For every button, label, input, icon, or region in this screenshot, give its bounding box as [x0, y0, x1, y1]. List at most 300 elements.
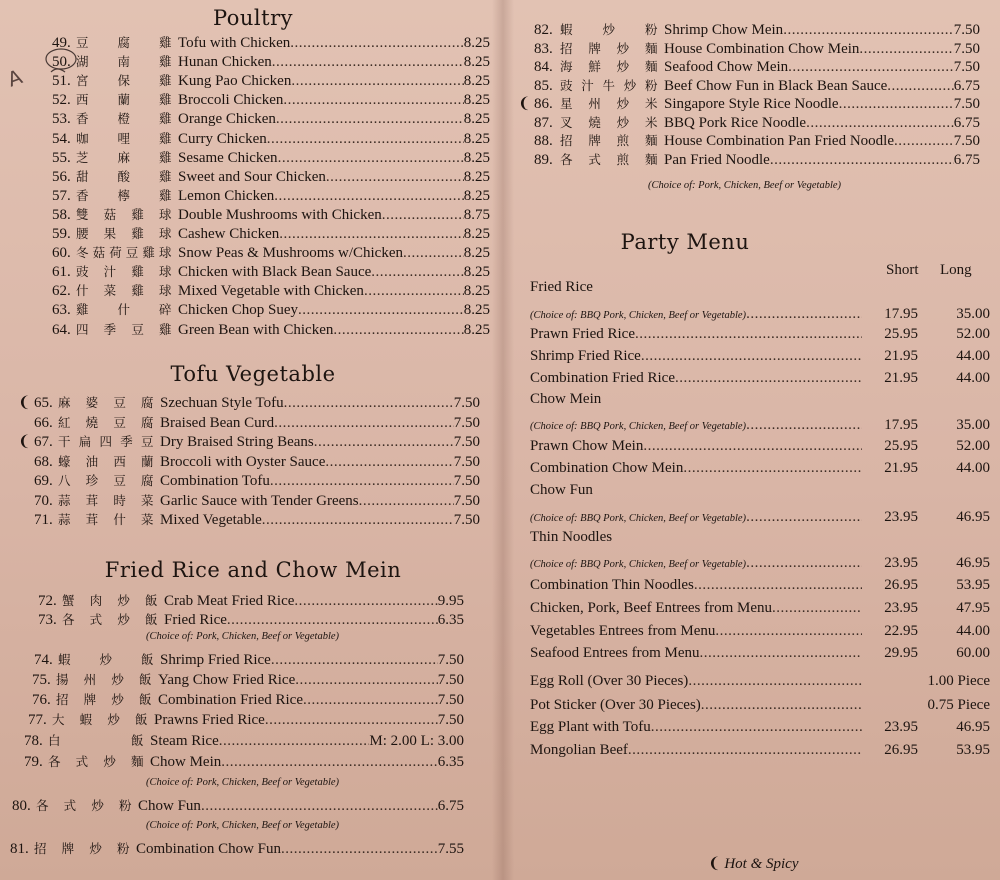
leader-dots: [675, 370, 862, 387]
party-item-name: Egg Roll (Over 30 Pieces): [530, 673, 689, 689]
menu-item-name: House Combination Chow Mein: [664, 40, 860, 57]
menu-item-number: 55.: [52, 149, 71, 166]
menu-item-chinese-name: 白飯: [48, 733, 144, 748]
menu-item-chinese-name: 蒜茸時菜: [58, 492, 154, 508]
party-item-row: [530, 509, 990, 528]
menu-item-row: [534, 94, 980, 113]
menu-item-chinese-name: 星州炒米: [560, 96, 658, 111]
party-price-long: 1.00 Piece: [927, 673, 990, 689]
party-price-long: 46.95: [956, 555, 990, 571]
menu-item-row: [534, 39, 980, 58]
choice-note: (Choice of: Pork, Chicken, Beef or Vegetable): [146, 631, 340, 642]
menu-item-price: 8.25: [463, 321, 490, 338]
leader-dots: [201, 798, 438, 815]
leader-dots: [274, 188, 464, 205]
menu-item-name: Green Bean with Chicken: [178, 321, 334, 338]
menu-item-row: [38, 591, 464, 610]
menu-item-number: 89.: [534, 151, 553, 168]
menu-item-row: [52, 71, 490, 90]
leader-dots: [688, 673, 862, 690]
menu-item-price: 6.35: [437, 754, 464, 770]
party-price-short: 23.95: [884, 509, 918, 525]
menu-item-number: 81.: [10, 841, 29, 857]
party-item-name: Prawn Chow Mein: [530, 438, 644, 454]
menu-item-row: [24, 752, 464, 771]
leader-dots: [265, 712, 438, 729]
menu-item-price: 8.25: [463, 130, 490, 147]
party-price-long: 44.00: [956, 460, 990, 476]
menu-item-price: 7.50: [953, 133, 980, 149]
menu-item-row: [52, 33, 490, 52]
menu-item-price: 8.25: [463, 226, 490, 242]
menu-item-price: 7.50: [437, 652, 464, 668]
leader-dots: [278, 150, 464, 167]
leader-dots: [274, 415, 454, 432]
menu-item-name: Seafood Chow Mein: [664, 59, 789, 75]
menu-item-name: Fried Rice: [164, 612, 227, 628]
party-price-short: 21.95: [884, 348, 918, 364]
short-header: Short: [886, 262, 919, 278]
party-category-thin-noodles: Thin Noodles: [530, 529, 613, 545]
menu-item-name: House Combination Pan Fried Noodle: [664, 133, 894, 149]
leader-dots: [219, 733, 370, 750]
menu-item-name: Singapore Style Rice Noodle: [664, 96, 839, 112]
leader-dots: [270, 473, 454, 490]
menu-item-chinese-name: 雞什碎: [76, 302, 172, 318]
menu-item-chinese-name: 蠔油西蘭: [58, 453, 154, 469]
leader-dots: [770, 152, 954, 169]
party-price-long: 44.00: [956, 623, 990, 639]
party-price-long: 35.00: [956, 417, 990, 433]
menu-item-row: [12, 796, 464, 815]
menu-item-chinese-name: 八珍豆腐: [58, 473, 154, 488]
menu-item-chinese-name: 海鮮炒麵: [560, 59, 658, 74]
menu-item-name: Chow Fun: [138, 798, 201, 814]
party-item-name: Vegetables Entrees from Menu: [530, 623, 716, 639]
leader-dots: [788, 59, 954, 76]
party-item-name: Shrimp Fried Rice: [530, 348, 641, 364]
menu-item-name: Chow Mein: [150, 754, 222, 770]
leader-dots: [859, 41, 953, 58]
menu-item-price: 8.25: [463, 302, 490, 319]
leader-dots: [333, 322, 463, 339]
menu-item-price: 7.50: [453, 473, 480, 489]
menu-item-name: Steam Rice: [150, 733, 219, 749]
party-item-name: Seafood Entrees from Menu: [530, 645, 700, 661]
menu-item-row: [52, 167, 490, 186]
menu-item-name: Broccoli Chicken: [178, 92, 284, 109]
party-item-name: Combination Fried Rice: [530, 370, 675, 386]
menu-item-row: [52, 52, 490, 71]
menu-item-chinese-name: 芝麻雞: [76, 149, 172, 165]
menu-item-number: 59.: [52, 226, 71, 242]
menu-item-chinese-name: 各式炒飯: [62, 612, 158, 627]
menu-item-number: 70.: [34, 492, 53, 509]
menu-item-name: Combination Chow Fun: [136, 841, 282, 857]
menu-item-row: [52, 262, 490, 281]
menu-item-number: 50.: [52, 54, 71, 71]
party-item-name: Combination Thin Noodles: [530, 577, 694, 593]
party-price-long: 44.00: [956, 370, 990, 386]
menu-item-name: Mixed Vegetable with Chicken: [178, 283, 364, 300]
leader-dots: [628, 742, 862, 759]
leader-dots: [294, 593, 437, 610]
menu-item-name: Garlic Sauce with Tender Greens: [160, 492, 359, 509]
menu-item-row: [34, 491, 480, 510]
party-price-long: 60.00: [956, 645, 990, 661]
party-choice-note: (Choice of: BBQ Pork, Chicken, Beef or Vegetable): [530, 513, 747, 524]
menu-item-chinese-name: 大蝦炒飯: [52, 712, 148, 727]
menu-item-row: [52, 129, 490, 148]
party-item-row: [530, 555, 990, 574]
leader-dots: [298, 302, 464, 319]
menu-item-name: Curry Chicken: [178, 130, 267, 147]
menu-item-price: 8.25: [463, 111, 490, 128]
menu-item-number: 65.: [34, 395, 53, 411]
menu-item-number: 67.: [34, 434, 53, 450]
party-item-row: [530, 623, 990, 642]
menu-item-number: 66.: [34, 414, 53, 431]
choice-note: (Choice of: Pork, Chicken, Beef or Vegetable): [146, 777, 340, 788]
menu-item-price: 8.25: [463, 187, 490, 204]
menu-item-row: [34, 452, 480, 471]
leader-dots: [701, 697, 862, 714]
party-item-name: Pot Sticker (Over 30 Pieces): [530, 697, 701, 713]
menu-item-row: [34, 432, 480, 451]
menu-item-name: Chicken with Black Bean Sauce: [178, 264, 372, 281]
menu-item-chinese-name: 香檸雞: [76, 187, 172, 203]
menu-item-row: [34, 650, 464, 669]
leader-dots: [371, 264, 463, 281]
menu-item-name: Yang Chow Fried Rice: [158, 672, 296, 688]
party-category-fried-rice: Fried Rice: [530, 279, 593, 295]
party-price-short: 25.95: [884, 438, 918, 454]
menu-item-number: 60.: [52, 245, 71, 262]
leader-dots: [290, 35, 463, 52]
menu-item-row: [28, 710, 464, 729]
menu-item-name: Hunan Chicken: [178, 54, 272, 71]
party-item-name: Combination Chow Mein: [530, 460, 684, 476]
party-item-row: [530, 417, 990, 436]
menu-item-price: 8.25: [463, 168, 490, 185]
party-price-short: 26.95: [884, 742, 918, 758]
menu-item-price: 8.25: [463, 149, 490, 166]
menu-item-row: [32, 670, 464, 689]
menu-item-name: Mixed Vegetable: [160, 512, 262, 528]
menu-item-row: [34, 393, 480, 412]
leader-dots: [382, 207, 464, 224]
handwritten-mark: A: [4, 64, 26, 92]
menu-item-number: 74.: [34, 652, 53, 668]
menu-item-price: 7.50: [453, 453, 480, 470]
menu-item-chinese-name: 蒜茸什菜: [58, 512, 154, 527]
menu-item-chinese-name: 各式炒麵: [48, 754, 144, 769]
party-price-short: 17.95: [884, 306, 918, 322]
leader-dots: [267, 131, 464, 148]
leader-dots: [641, 348, 862, 365]
leader-dots: [715, 623, 862, 640]
party-price-short: 23.95: [884, 555, 918, 571]
menu-item-row: [534, 57, 980, 76]
menu-item-chinese-name: 各式煎麵: [560, 151, 658, 167]
party-item-row: [530, 306, 990, 325]
menu-item-name: Braised Bean Curd: [160, 414, 275, 431]
party-price-long: 0.75 Piece: [927, 697, 990, 713]
menu-item-chinese-name: 招牌炒飯: [56, 692, 152, 707]
menu-item-row: [534, 113, 980, 132]
menu-item-number: 71.: [34, 512, 53, 528]
menu-item-price: 7.50: [953, 22, 980, 38]
menu-item-name: Beef Chow Fun in Black Bean Sauce: [664, 77, 888, 94]
menu-item-name: Crab Meat Fried Rice: [164, 593, 295, 609]
menu-item-number: 82.: [534, 22, 553, 38]
party-category-chow-mein: Chow Mein: [530, 391, 602, 407]
menu-item-chinese-name: 香橙雞: [76, 111, 172, 127]
menu-item-number: 64.: [52, 321, 71, 338]
menu-item-chinese-name: 豉汁雞球: [76, 264, 172, 280]
menu-item-chinese-name: 豆腐雞: [76, 35, 172, 50]
menu-item-chinese-name: 湖南雞: [76, 54, 172, 70]
leader-dots: [403, 245, 464, 262]
spicy-legend-text: Hot & Spicy: [724, 856, 799, 872]
party-item-name: Prawn Fried Rice: [530, 326, 635, 342]
menu-item-row: [52, 224, 490, 243]
menu-item-number: 79.: [24, 754, 43, 770]
menu-item-row: [534, 20, 980, 39]
menu-item-name: Prawns Fried Rice: [154, 712, 265, 728]
menu-item-row: [52, 186, 490, 205]
party-item-row: [530, 600, 990, 619]
tofu-title: Tofu Vegetable: [170, 362, 336, 386]
menu-item-row: [24, 731, 464, 750]
menu-item-row: [52, 90, 490, 109]
menu-item-number: 56.: [52, 168, 71, 185]
menu-item-chinese-name: 紅燒豆腐: [58, 414, 154, 430]
menu-item-number: 68.: [34, 453, 53, 470]
party-price-long: 47.95: [956, 600, 990, 616]
menu-item-chinese-name: 甜酸雞: [76, 168, 172, 184]
menu-item-price: 9.95: [437, 593, 464, 609]
menu-item-number: 58.: [52, 206, 71, 223]
party-item-row: [530, 645, 990, 664]
party-item-name: Chicken, Pork, Beef Entrees from Menu: [530, 600, 773, 616]
fried-rice-title: Fried Rice and Chow Mein: [104, 558, 402, 582]
menu-item-row: [534, 131, 980, 150]
menu-item-chinese-name: 招牌煎麵: [560, 133, 658, 148]
party-item-row: [530, 326, 990, 345]
party-title: Party Menu: [620, 230, 750, 254]
party-item-row: [530, 673, 990, 692]
chili-icon: ❨: [518, 96, 531, 112]
menu-item-price: 7.50: [453, 395, 480, 411]
menu-item-row: [34, 510, 480, 529]
menu-item-number: 73.: [38, 612, 57, 628]
chili-icon: ❨: [18, 395, 31, 411]
menu-item-chinese-name: 冬菇荷豆雞球: [76, 245, 172, 261]
menu-item-number: 78.: [24, 733, 43, 749]
leader-dots: [314, 434, 454, 451]
menu-item-row: [534, 150, 980, 169]
menu-item-row: [52, 300, 490, 319]
leader-dots: [694, 577, 862, 594]
menu-item-price: 7.50: [453, 414, 480, 431]
leader-dots: [643, 438, 862, 455]
menu-item-name: Cashew Chicken: [178, 226, 280, 242]
menu-item-name: Tofu with Chicken: [178, 35, 291, 51]
leader-dots: [291, 73, 463, 90]
menu-item-row: [52, 148, 490, 167]
menu-item-number: 86.: [534, 96, 553, 112]
menu-item-name: Pan Fried Noodle: [664, 151, 770, 168]
menu-item-row: [34, 413, 480, 432]
party-item-name: Egg Plant with Tofu: [530, 719, 651, 735]
leader-dots: [839, 96, 954, 113]
menu-item-chinese-name: 招牌炒麵: [560, 40, 658, 56]
menu-item-number: 52.: [52, 92, 71, 109]
leader-dots: [364, 283, 464, 300]
menu-item-number: 84.: [534, 59, 553, 75]
leader-dots: [281, 841, 438, 858]
leader-dots: [227, 612, 438, 629]
menu-item-number: 57.: [52, 187, 71, 204]
menu-item-chinese-name: 招牌炒粉: [34, 841, 130, 856]
menu-item-price: 7.50: [437, 672, 464, 688]
leader-dots: [272, 54, 464, 71]
long-header: Long: [940, 262, 972, 278]
menu-item-price: 7.50: [453, 492, 480, 509]
party-price-short: 25.95: [884, 326, 918, 342]
leader-dots: [746, 555, 862, 572]
menu-item-row: [534, 76, 980, 95]
menu-item-price: 7.50: [437, 712, 464, 728]
leader-dots: [683, 460, 862, 477]
menu-item-name: Shrimp Fried Rice: [160, 652, 271, 668]
menu-item-number: 72.: [38, 593, 57, 609]
menu-item-row: [52, 243, 490, 262]
party-price-short: 26.95: [884, 577, 918, 593]
menu-item-number: 69.: [34, 473, 53, 489]
menu-item-chinese-name: 蝦炒粉: [560, 22, 658, 37]
leader-dots: [279, 226, 464, 243]
leader-dots: [887, 78, 953, 95]
menu-item-chinese-name: 腰果雞球: [76, 226, 172, 241]
menu-item-chinese-name: 蝦炒飯: [58, 652, 154, 667]
party-price-long: 46.95: [956, 509, 990, 525]
menu-item-name: Dry Braised String Beans: [160, 434, 314, 450]
party-item-row: [530, 460, 990, 479]
menu-item-row: [38, 610, 464, 629]
leader-dots: [295, 672, 438, 689]
chili-icon: ❨: [708, 856, 721, 872]
menu-item-number: 54.: [52, 130, 71, 147]
menu-item-number: 51.: [52, 73, 71, 90]
menu-item-number: 88.: [534, 133, 553, 149]
leader-dots: [746, 509, 862, 526]
menu-item-price: 6.75: [953, 77, 980, 94]
party-item-row: [530, 719, 990, 738]
menu-item-chinese-name: 各式炒粉: [36, 798, 132, 813]
leader-dots: [284, 395, 454, 412]
leader-dots: [303, 692, 438, 709]
party-category-chow-fun: Chow Fun: [530, 482, 593, 498]
party-price-long: 53.95: [956, 577, 990, 593]
menu-item-price: 8.75: [463, 206, 490, 223]
party-price-short: 21.95: [884, 460, 918, 476]
party-price-short: 21.95: [884, 370, 918, 386]
menu-item-number: 83.: [534, 40, 553, 57]
menu-item-price: 8.25: [463, 73, 490, 90]
menu-item-price: 6.35: [437, 612, 464, 628]
menu-item-price: M: 2.00 L: 3.00: [369, 733, 464, 749]
menu-item-name: Broccoli with Oyster Sauce: [160, 453, 326, 470]
party-item-row: [530, 697, 990, 716]
menu-item-price: 8.25: [463, 92, 490, 109]
menu-item-number: 80.: [12, 798, 31, 814]
leader-dots: [635, 326, 862, 343]
menu-item-name: Shrimp Chow Mein: [664, 22, 784, 38]
menu-item-number: 63.: [52, 302, 71, 319]
party-item-row: [530, 370, 990, 389]
party-price-long: 53.95: [956, 742, 990, 758]
leader-dots: [221, 754, 438, 771]
leader-dots: [359, 493, 454, 510]
leader-dots: [806, 115, 954, 132]
menu-item-price: 7.50: [437, 692, 464, 708]
menu-item-number: 61.: [52, 264, 71, 281]
menu-item-name: Lemon Chicken: [178, 187, 275, 204]
spicy-legend: [708, 854, 798, 873]
leader-dots: [326, 169, 464, 186]
party-item-row: [530, 348, 990, 367]
menu-item-name: Sesame Chicken: [178, 149, 278, 166]
party-item-row: [530, 577, 990, 596]
menu-item-name: Combination Tofu: [160, 473, 270, 489]
menu-item-price: 8.25: [463, 54, 490, 71]
menu-item-chinese-name: 雙菇雞球: [76, 206, 172, 222]
menu-item-name: Szechuan Style Tofu: [160, 395, 284, 411]
party-price-short: 23.95: [884, 600, 918, 616]
menu-item-number: 87.: [534, 114, 553, 131]
menu-item-name: BBQ Pork Rice Noodle: [664, 114, 807, 131]
menu-item-name: Snow Peas & Mushrooms w/Chicken: [178, 245, 403, 262]
menu-item-chinese-name: 干扁四季豆: [58, 434, 154, 449]
handwritten-circle-icon: [41, 44, 81, 84]
menu-item-price: 6.75: [437, 798, 464, 814]
leader-dots: [700, 645, 862, 662]
menu-item-chinese-name: 蟹肉炒飯: [62, 593, 158, 608]
party-item-row: [530, 438, 990, 457]
menu-item-number: 62.: [52, 283, 71, 300]
menu-item-number: 49.: [52, 35, 71, 51]
menu-item-row: [52, 205, 490, 224]
leader-dots: [651, 719, 862, 736]
menu-item-chinese-name: 叉燒炒米: [560, 114, 658, 130]
party-price-short: 29.95: [884, 645, 918, 661]
party-item-row: [530, 742, 990, 761]
menu-item-chinese-name: 宮保雞: [76, 73, 172, 89]
menu-item-price: 7.50: [953, 96, 980, 112]
menu-item-price: 7.55: [437, 841, 464, 857]
menu-item-price: 7.50: [953, 59, 980, 75]
menu-item-price: 6.75: [953, 151, 980, 168]
leader-dots: [746, 306, 862, 323]
party-price-long: 35.00: [956, 306, 990, 322]
menu-item-name: Orange Chicken: [178, 111, 276, 128]
choice-note: (Choice of: Pork, Chicken, Beef or Vegetable): [146, 820, 340, 831]
menu-item-row: [34, 471, 480, 490]
menu-item-price: 8.25: [463, 283, 490, 300]
party-price-long: 52.00: [956, 326, 990, 342]
